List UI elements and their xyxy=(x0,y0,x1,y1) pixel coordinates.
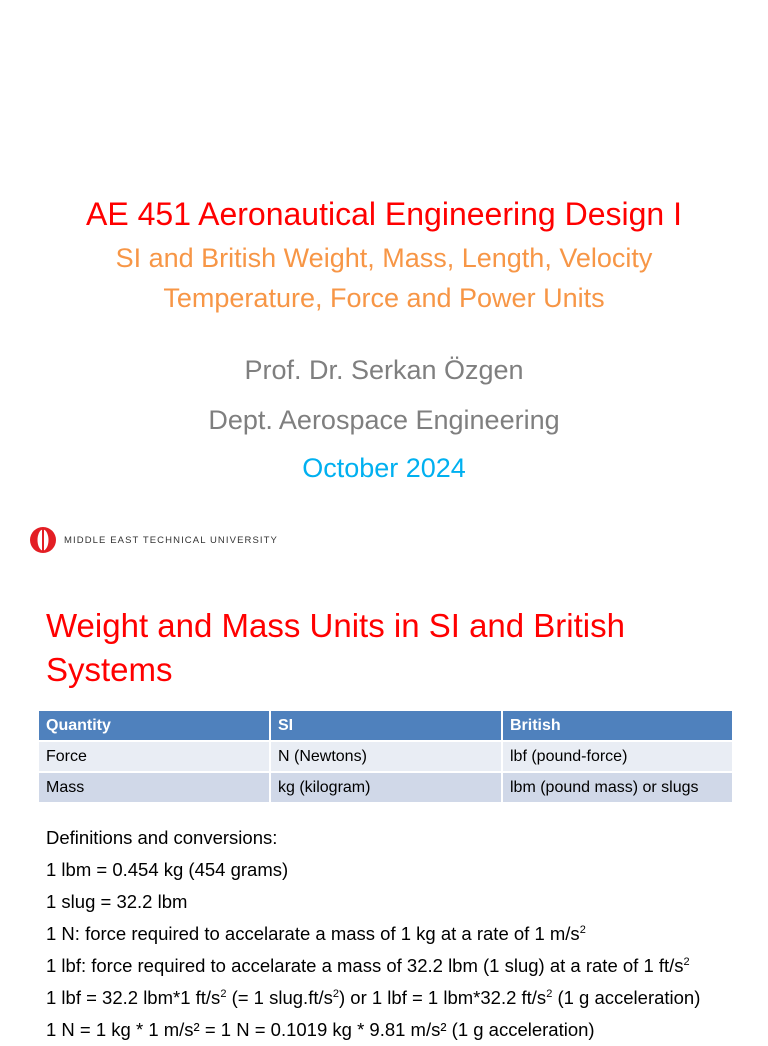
definition-line: 1 slug = 32.2 lbm xyxy=(46,891,188,912)
cell-british: lbf (pound-force) xyxy=(502,741,733,772)
cell-quantity: Force xyxy=(39,741,270,772)
metu-logo-icon xyxy=(28,526,58,554)
header-si: SI xyxy=(270,711,502,741)
course-title: AE 451 Aeronautical Engineering Design I xyxy=(86,196,682,232)
definition-text: 1 lbf: force required to accelarate a mass of 32.2 lbm (1 slug) at a rate of 1 ft/s xyxy=(46,955,684,976)
cell-quantity: Mass xyxy=(39,772,270,802)
cell-si: kg (kilogram) xyxy=(270,772,502,802)
definition-line xyxy=(46,982,766,1014)
presentation-date: October 2024 xyxy=(302,453,466,483)
definition-line: 1 N = 1 kg * 1 m/s² = 1 N = 0.1019 kg * 9.81 m/s² (1 g acceleration) xyxy=(46,1019,595,1040)
definition-text: (= 1 slug.ft/s xyxy=(226,987,333,1008)
superscript: 2 xyxy=(683,956,690,968)
subtitle-line-2: Temperature, Force and Power Units xyxy=(163,283,605,313)
definition-text: (1 g acceleration) xyxy=(552,987,701,1008)
definition-line xyxy=(46,918,766,950)
table-row xyxy=(39,772,733,802)
superscript: 2 xyxy=(332,988,339,1000)
logo-text: MIDDLE EAST TECHNICAL UNIVERSITY xyxy=(64,534,278,546)
table-header-row xyxy=(39,711,733,741)
university-logo xyxy=(28,526,278,554)
header-quantity: Quantity xyxy=(39,711,270,741)
subtitle-line-1: SI and British Weight, Mass, Length, Velocity xyxy=(115,243,653,273)
header-british: British xyxy=(502,711,733,741)
superscript: 2 xyxy=(546,988,553,1000)
cell-si: N (Newtons) xyxy=(270,741,502,772)
table-row xyxy=(39,741,733,772)
author-name: Prof. Dr. Serkan Özgen xyxy=(244,355,524,385)
definitions-list xyxy=(46,822,766,1046)
slide-title: Weight and Mass Units in SI and British Systems xyxy=(46,607,625,688)
definition-text: ) or 1 lbf = 1 lbm*32.2 ft/s xyxy=(338,987,547,1008)
definition-text: 1 N: force required to accelarate a mass of 1 kg at a rate of 1 m/s xyxy=(46,923,580,944)
definition-text: 1 lbf = 32.2 lbm*1 ft/s xyxy=(46,987,221,1008)
units-table xyxy=(39,711,734,802)
superscript: 2 xyxy=(579,924,586,936)
definition-line: 1 lbm = 0.454 kg (454 grams) xyxy=(46,859,289,880)
department-name: Dept. Aerospace Engineering xyxy=(208,405,560,435)
cell-british: lbm (pound mass) or slugs xyxy=(502,772,733,802)
units-slide xyxy=(0,576,768,1040)
definition-line xyxy=(46,950,766,982)
superscript: 2 xyxy=(220,988,227,1000)
definitions-heading: Definitions and conversions: xyxy=(46,827,278,848)
